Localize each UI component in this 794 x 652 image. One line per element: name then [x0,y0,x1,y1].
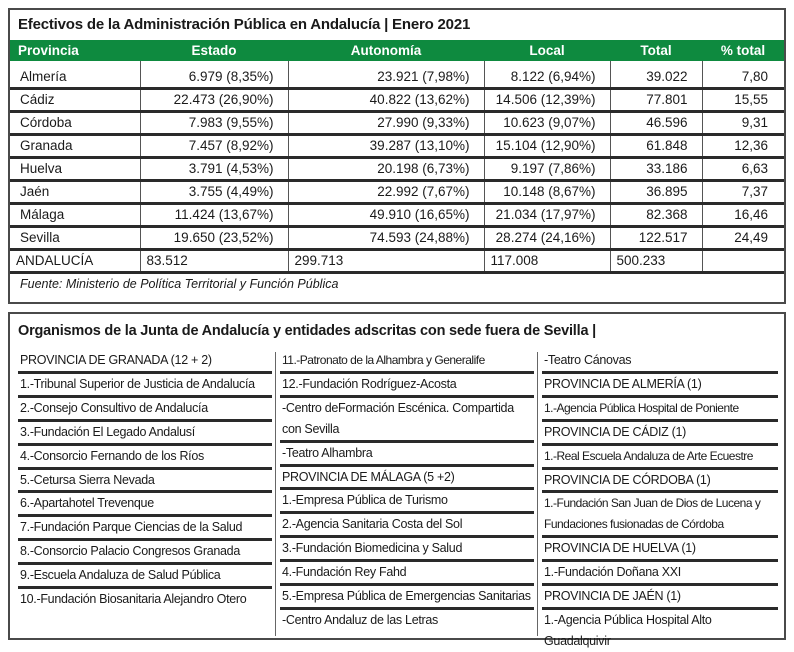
cell-pct: 7,37 [702,180,784,203]
list-item: -Centro deFormación Escénica. Compartida con Sevilla [280,398,534,443]
list-item: 1.-Agencia Pública Hospital Alto Guadalquivir [544,612,712,648]
list-item: 7.-Fundación Parque Ciencias de la Salud [18,517,272,541]
table-row [10,180,784,203]
table-header-row [10,40,784,61]
list-item: 5.-Empresa Pública de Emergencias Sanitarias [280,586,534,610]
column-divider [537,352,538,636]
header-provincia: Provincia [10,40,140,61]
list-item: 3.-Fundación El Legado Andalusí [18,422,272,446]
table-title: Efectivos de la Administración Pública en Andalucía | Enero 2021 [18,16,471,33]
organismos-column-2 [280,350,534,638]
cell-total: 33.186 [610,157,702,180]
table-row [10,226,784,249]
list-item: 1.-Fundación San Juan de Dios de Lucena y Fundaciones fusionadas de Córdoba [542,493,778,538]
cell-estado: 3.755 (4,49%) [140,180,288,203]
table-row [10,111,784,134]
cell-estado: 3.791 (4,53%) [140,157,288,180]
list-item: 1.-Empresa Pública de Turismo [280,490,534,514]
cell-pct: 12,36 [702,134,784,157]
organismos-columns [10,350,784,648]
cell-provincia: Córdoba [10,111,140,134]
organismos-panel [8,312,786,648]
cell-pct: 16,46 [702,203,784,226]
list-item: 11.-Patronato de la Alhambra y Generalife [280,350,534,374]
province-heading: PROVINCIA DE JAÉN (1) [542,586,778,610]
cell-estado: 22.473 (26,90%) [140,88,288,111]
province-heading: PROVINCIA DE CÓRDOBA (1) [542,470,778,494]
cell-autonomia: 74.593 (24,88%) [288,226,484,249]
cell-pct [702,249,784,272]
list-item: 1.-Agencia Pública Hospital de Poniente [542,398,778,422]
cell-provincia: Granada [10,134,140,157]
list-item: -Teatro Alhambra [280,443,534,467]
cell-local: 15.104 (12,90%) [484,134,610,157]
cell-provincia: Cádiz [10,88,140,111]
cell-autonomia: 22.992 (7,67%) [288,180,484,203]
province-heading: PROVINCIA DE ALMERÍA (1) [542,374,778,398]
list-item: 12.-Fundación Rodríguez-Acosta [280,374,534,398]
cell-autonomia: 40.822 (13,62%) [288,88,484,111]
cell-provincia: Jaén [10,180,140,203]
cell-local: 10.148 (8,67%) [484,180,610,203]
cell-local: 21.034 (17,97%) [484,203,610,226]
cell-autonomia: 299.713 [288,249,484,272]
table-row [10,134,784,157]
list-item: 2.-Consejo Consultivo de Andalucía [18,398,272,422]
table-total-row [10,249,784,272]
cell-total: 77.801 [610,88,702,111]
organismos-column-3 [542,350,778,648]
cell-pct: 6,63 [702,157,784,180]
list-item: -Teatro Cánovas [542,350,778,374]
province-heading: PROVINCIA DE MÁLAGA (5 +2) [280,467,534,491]
cell-total: 61.848 [610,134,702,157]
table-row [10,61,784,88]
organismos-title: Organismos de la Junta de Andalucía y entidades adscritas con sede fuera de Sevilla | [18,323,597,339]
cell-local: 8.122 (6,94%) [484,61,610,88]
cell-provincia: Málaga [10,203,140,226]
cell-autonomia: 20.198 (6,73%) [288,157,484,180]
header-autonomia: Autonomía [288,40,484,61]
cell-pct: 24,49 [702,226,784,249]
cell-local: 117.008 [484,249,610,272]
list-item: 5.-Cetursa Sierra Nevada [18,470,272,494]
cell-total: 82.368 [610,203,702,226]
cell-pct: 7,80 [702,61,784,88]
effectives-table [10,40,784,274]
cell-provincia: Sevilla [10,226,140,249]
list-item: 4.-Fundación Rey Fahd [280,562,534,586]
cell-total: 122.517 [610,226,702,249]
header-estado: Estado [140,40,288,61]
list-item: 1.-Fundación Doñana XXI [542,562,778,586]
effectives-table-panel [8,8,786,304]
table-row [10,157,784,180]
cell-estado: 83.512 [140,249,288,272]
list-item: 10.-Fundación Biosanitaria Alejandro Otero [20,592,247,607]
cell-autonomia: 27.990 (9,33%) [288,111,484,134]
cell-estado: 19.650 (23,52%) [140,226,288,249]
table-source: Fuente: Ministerio de Política Territorial y Función Pública [20,276,339,291]
list-item: 8.-Consorcio Palacio Congresos Granada [18,541,272,565]
cell-local: 28.274 (24,16%) [484,226,610,249]
cell-pct: 9,31 [702,111,784,134]
cell-provincia: ANDALUCÍA [10,249,140,272]
list-item: 3.-Fundación Biomedicina y Salud [280,538,534,562]
cell-local: 10.623 (9,07%) [484,111,610,134]
list-item: 6.-Apartahotel Trevenque [18,493,272,517]
province-heading: PROVINCIA DE GRANADA (12 + 2) [18,350,272,374]
cell-estado: 7.983 (9,55%) [140,111,288,134]
cell-total: 500.233 [610,249,702,272]
cell-provincia: Almería [10,61,140,88]
list-item: 2.-Agencia Sanitaria Costa del Sol [280,514,534,538]
table-row [10,203,784,226]
cell-provincia: Huelva [10,157,140,180]
list-item: 1.-Real Escuela Andaluza de Arte Ecuestre [542,446,778,470]
organismos-column-1 [18,350,272,638]
cell-total: 39.022 [610,61,702,88]
list-item: 1.-Tribunal Superior de Justicia de Andalucía [18,374,272,398]
cell-pct: 15,55 [702,88,784,111]
cell-local: 9.197 (7,86%) [484,157,610,180]
cell-autonomia: 23.921 (7,98%) [288,61,484,88]
cell-autonomia: 49.910 (16,65%) [288,203,484,226]
header-pct-total: % total [702,40,784,61]
cell-estado: 7.457 (8,92%) [140,134,288,157]
cell-estado: 6.979 (8,35%) [140,61,288,88]
province-heading: PROVINCIA DE HUELVA (1) [542,538,778,562]
cell-local: 14.506 (12,39%) [484,88,610,111]
list-item: -Centro Andaluz de las Letras [282,612,438,627]
header-total: Total [610,40,702,61]
cell-total: 36.895 [610,180,702,203]
cell-autonomia: 39.287 (13,10%) [288,134,484,157]
list-item: 4.-Consorcio Fernando de los Ríos [18,446,272,470]
list-item: 9.-Escuela Andaluza de Salud Pública [18,565,272,589]
cell-total: 46.596 [610,111,702,134]
cell-estado: 11.424 (13,67%) [140,203,288,226]
header-local: Local [484,40,610,61]
table-row [10,88,784,111]
column-divider [275,352,276,636]
province-heading: PROVINCIA DE CÁDIZ (1) [542,422,778,446]
